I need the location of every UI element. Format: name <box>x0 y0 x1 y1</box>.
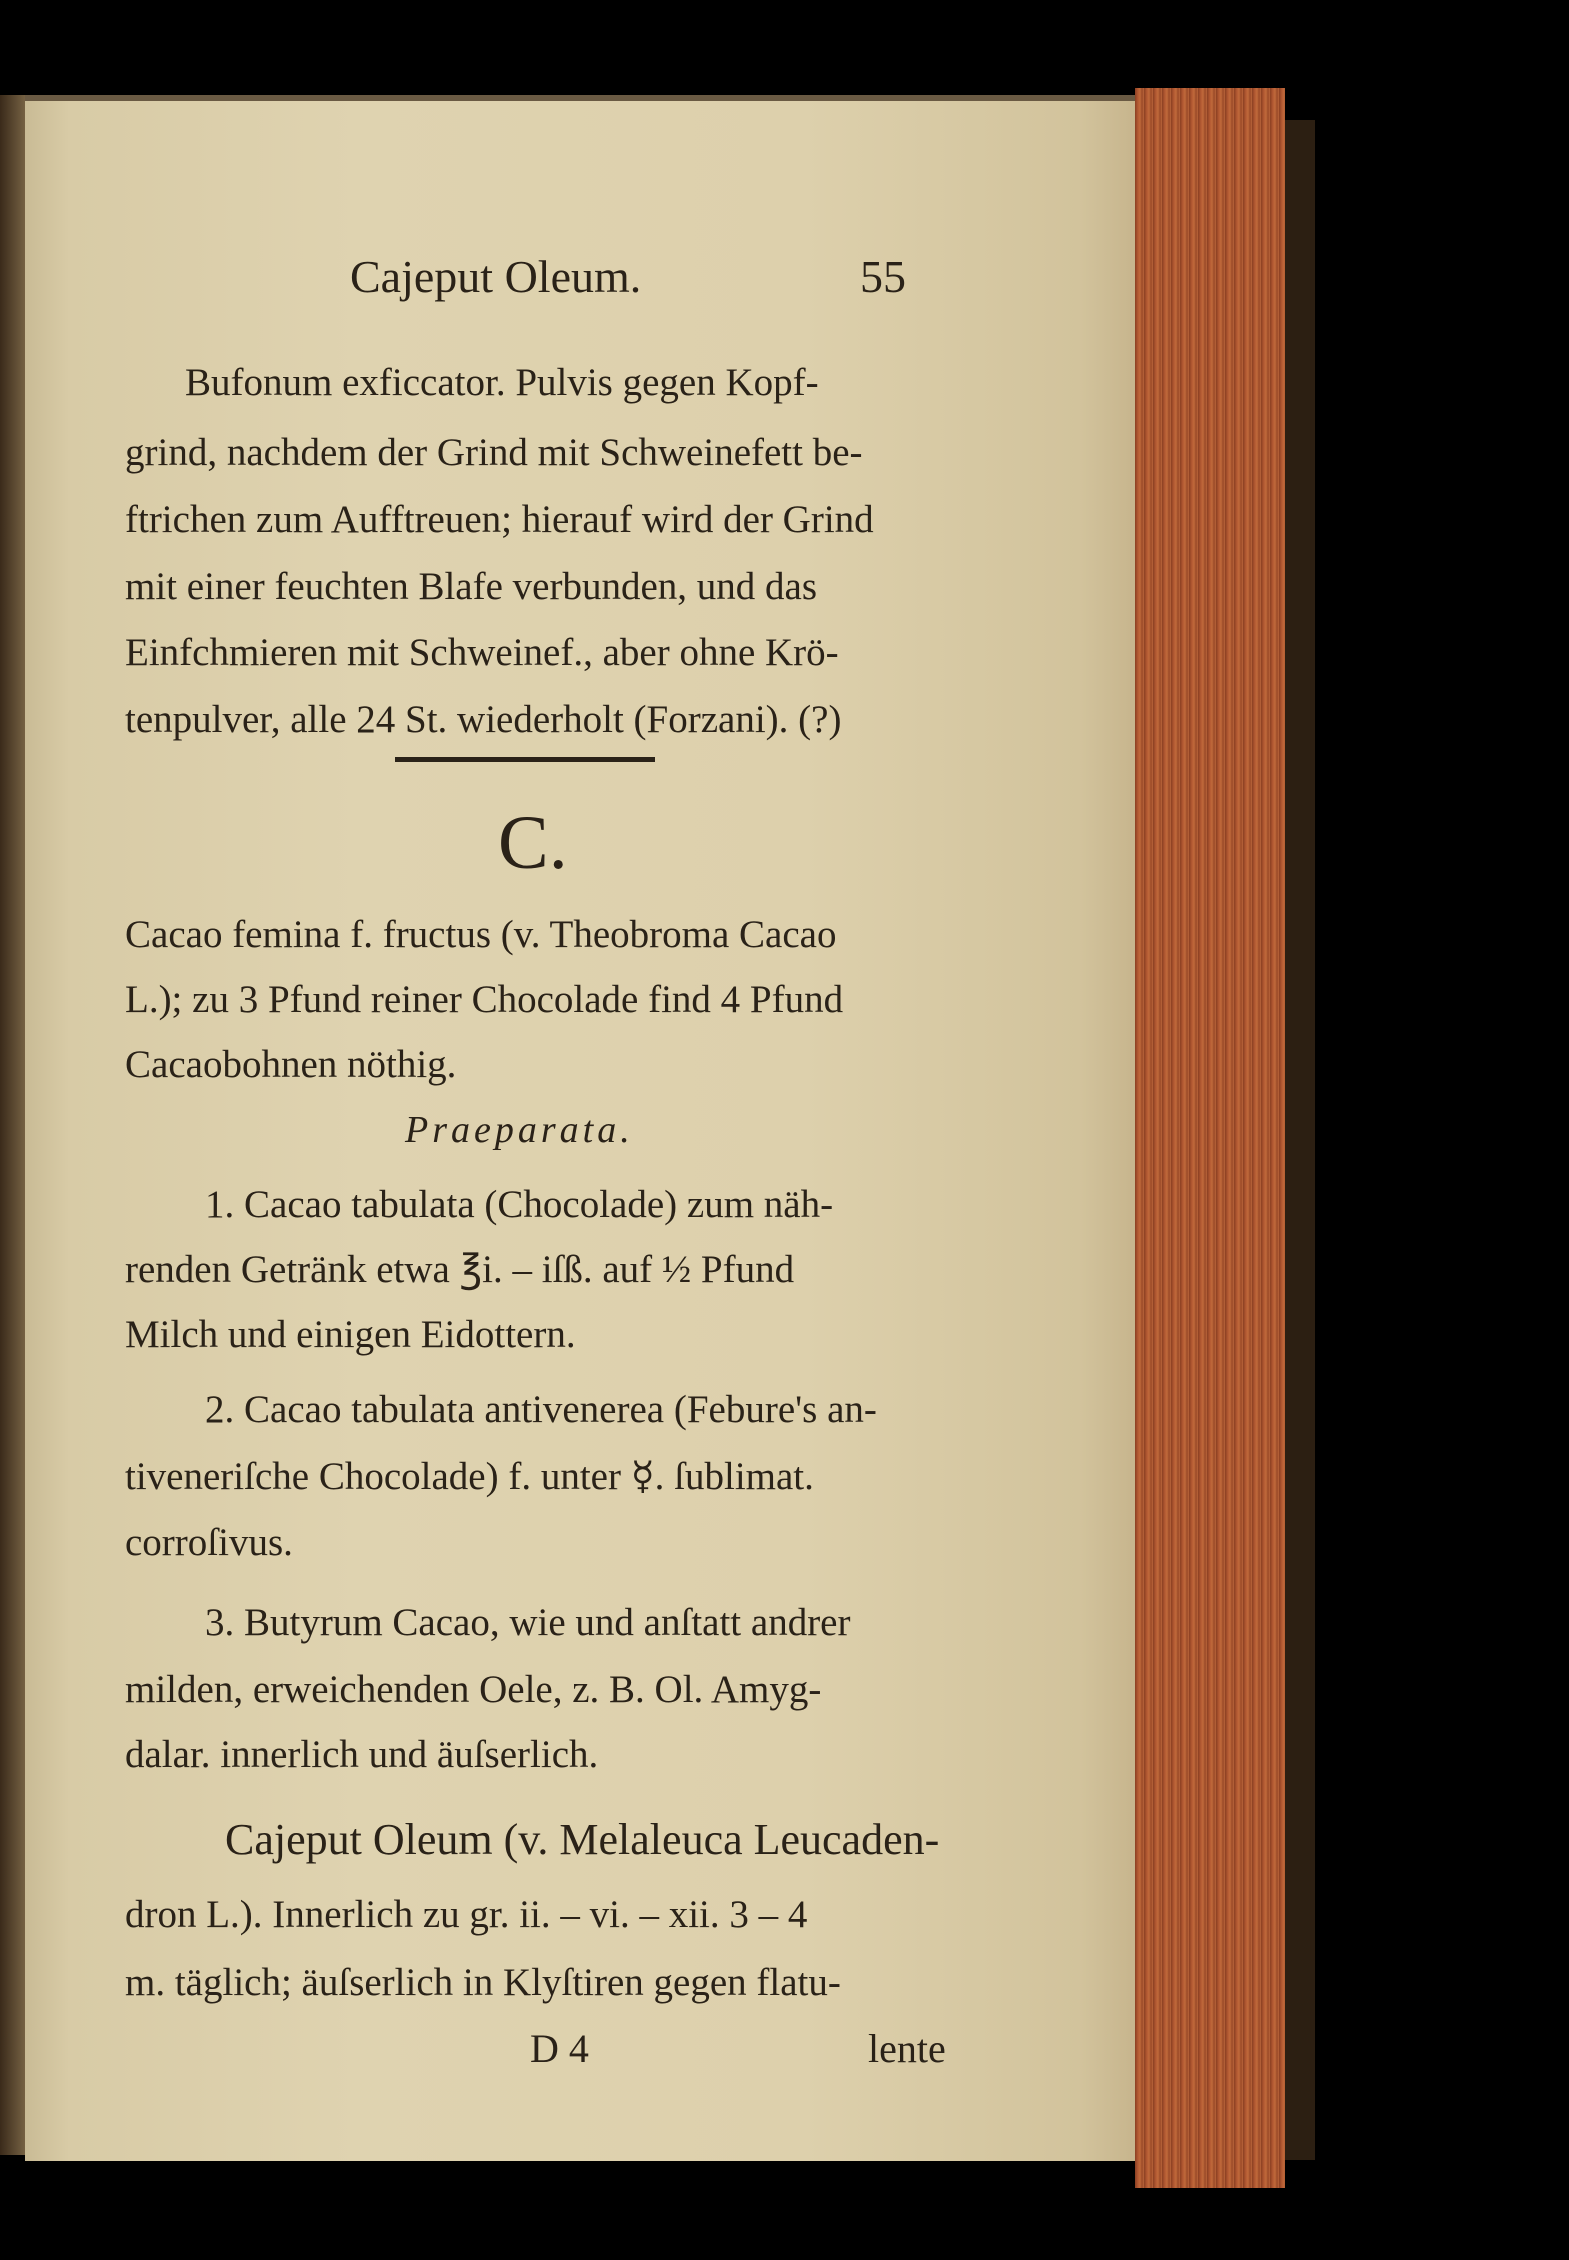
bufonum-line-3: ftrichen zum Aufftreuen; hierauf wird der Grind <box>125 498 874 541</box>
book-cover-edge <box>1285 120 1315 2160</box>
cacao-line-1: Cacao femina f. fructus (v. Theobroma Cacao <box>125 913 837 956</box>
page-gutter-shadow <box>0 95 28 2155</box>
section-letter-heading: C. <box>498 801 568 885</box>
bufonum-line-4: mit einer feuchten Blafe verbunden, und das <box>125 565 818 608</box>
bufonum-line-2: grind, nachdem der Grind mit Schweinefett be- <box>125 431 863 474</box>
praeparata-item-1-line-3: Milch und einigen Eidottern. <box>125 1313 576 1356</box>
cajeput-line-3: m. täglich; äuſserlich in Klyſtiren gegen flatu- <box>125 1961 841 2004</box>
page-fore-edge <box>1135 88 1285 2188</box>
praeparata-item-3-line-3: dalar. innerlich und äuſserlich. <box>125 1733 599 1776</box>
praeparata-heading: Praeparata. <box>405 1109 634 1151</box>
praeparata-item-3-line-1: 3. Butyrum Cacao, wie und anſtatt andrer <box>205 1601 851 1644</box>
signature-mark: D 4 <box>530 2026 589 2071</box>
bufonum-line-5: Einfchmieren mit Schweinef., aber ohne Krö- <box>125 631 839 674</box>
cacao-line-3: Cacaobohnen nöthig. <box>125 1043 457 1086</box>
cacao-line-2: L.); zu 3 Pfund reiner Chocolade find 4 Pfund <box>125 978 844 1021</box>
praeparata-item-2-line-2: tiveneriſche Chocolade) f. unter ☿. ſublimat. <box>125 1455 814 1498</box>
bufonum-line-6: tenpulver, alle 24 St. wiederholt (Forzani). (?) <box>125 698 842 741</box>
praeparata-item-1-line-2: renden Getränk etwa ℥i. – iſß. auf ½ Pfund <box>125 1248 795 1291</box>
praeparata-item-1-line-1: 1. Cacao tabulata (Chocolade) zum näh- <box>205 1183 834 1226</box>
page-number: 55 <box>860 251 906 302</box>
catchword: lente <box>868 2026 946 2071</box>
bufonum-line-1: Bufonum exficcator. Pulvis gegen Kopf- <box>185 361 819 404</box>
cajeput-line-2: dron L.). Innerlich zu gr. ii. – vi. – xii. 3 – 4 <box>125 1893 808 1936</box>
praeparata-item-3-line-2: milden, erweichenden Oele, z. B. Ol. Amyg- <box>125 1668 822 1711</box>
cajeput-line-1: Cajeput Oleum (v. Melaleuca Leucaden- <box>225 1815 940 1864</box>
praeparata-item-2-line-1: 2. Cacao tabulata antivenerea (Febure's an- <box>205 1388 877 1431</box>
section-divider-rule <box>395 757 655 762</box>
praeparata-item-2-line-3: corroſivus. <box>125 1521 293 1564</box>
running-head: Cajeput Oleum. <box>350 251 642 302</box>
